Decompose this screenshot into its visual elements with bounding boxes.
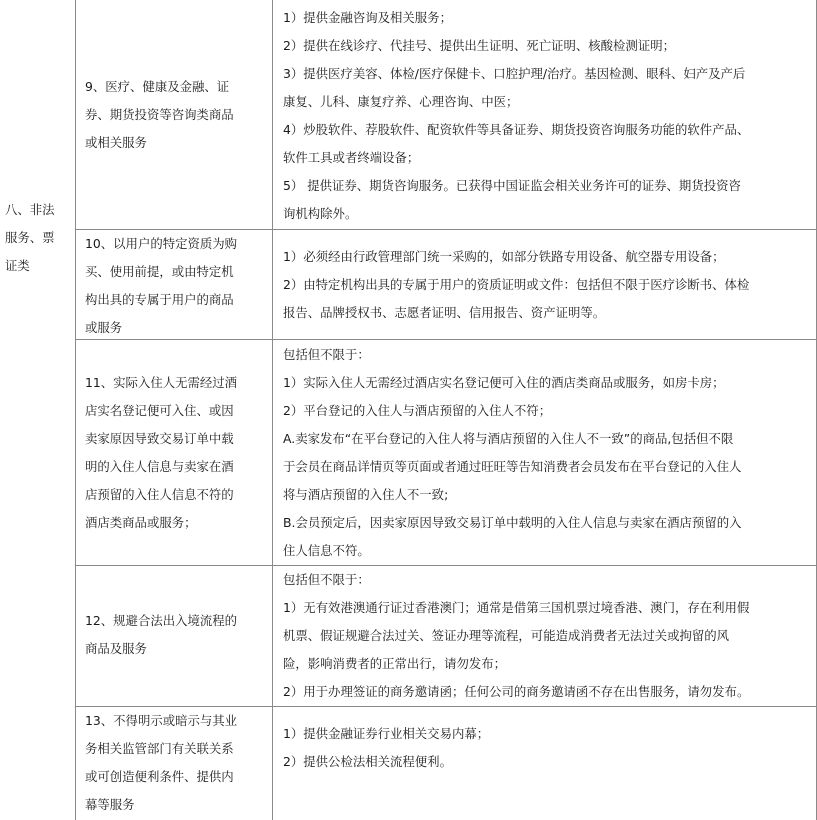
item-line: 或可创造便利条件、提供内 [85, 769, 234, 784]
desc-line: 1）提供金融证券行业相关交易内幕； [283, 726, 490, 741]
desc-cell-9 [283, 4, 811, 228]
desc-line: 包括但不限于： [283, 347, 370, 362]
desc-line: A.卖家发布“在平台登记的入住人将与酒店预留的入住人不一致”的商品,包括但不限 [283, 431, 734, 446]
item-line: 卖家原因导致交易订单中载 [85, 431, 234, 446]
desc-line: 4）炒股软件、荐股软件、配资软件等具备证券、期货投资咨询服务功能的软件产品、 [283, 122, 750, 137]
item-cell-12 [85, 607, 265, 663]
desc-line: 3）提供医疗美容、体检/医疗保健卡、口腔护理/治疗。基因检测、眼科、妇产及产后 [283, 66, 746, 81]
desc-line: 2）用于办理签证的商务邀请函；任何公司的商务邀请函不存在出售服务，请勿发布。 [283, 684, 750, 699]
item-line: 务相关监管部门有关联关系 [85, 741, 234, 756]
desc-line: 1）必须经由行政管理部门统一采购的，如部分铁路专用设备、航空器专用设备； [283, 249, 725, 264]
item-line: 明的入住人信息与卖家在酒 [85, 459, 234, 474]
item-line: 店实名登记便可入住、或因 [85, 403, 234, 418]
item-line: 商品及服务 [85, 641, 147, 656]
item-line: 或服务 [85, 320, 123, 335]
desc-line: 住人信息不符。 [283, 543, 370, 558]
desc-cell-10 [283, 243, 811, 327]
desc-line: 2）由特定机构出具的专属于用户的资质证明或文件：包括但不限于医疗诊断书、体检 [283, 277, 750, 292]
desc-line: 1）提供金融咨询及相关服务； [283, 10, 452, 25]
item-line: 11、实际入住人无需经过酒 [85, 375, 238, 390]
item-line: 9、医疗、健康及金融、证 [85, 79, 230, 94]
item-cell-11 [85, 369, 265, 537]
item-line: 幕等服务 [85, 797, 135, 812]
category-line: 八、非法 [5, 202, 55, 217]
desc-line: 机票、假证规避合法过关、签证办理等流程，可能造成消费者无法过关或拘留的风 [283, 628, 730, 643]
desc-line: 于会员在商品详情页等页面或者通过旺旺等告知消费者会员发布在平台登记的入住人 [283, 459, 742, 474]
desc-line: 2）提供公检法相关流程便利。 [283, 754, 452, 769]
desc-line: 2）平台登记的入住人与酒店预留的入住人不符； [283, 403, 552, 418]
category-line: 服务、票 [5, 230, 55, 245]
desc-cell-13 [283, 720, 811, 776]
category-line: 证类 [5, 258, 30, 273]
item-line: 买、使用前提，或由特定机 [85, 264, 234, 279]
item-line: 12、规避合法出入境流程的 [85, 613, 238, 628]
item-line: 酒店类商品或服务； [85, 515, 197, 530]
desc-line: 软件工具或者终端设备； [283, 150, 420, 165]
desc-cell-11 [283, 341, 811, 565]
item-line: 或相关服务 [85, 135, 147, 150]
desc-line: B.会员预定后，因卖家原因导致交易订单中载明的入住人信息与卖家在酒店预留的入 [283, 515, 742, 530]
desc-line: 1）无有效港澳通行证过香港澳门；通常是借第三国机票过境香港、澳门，存在利用假 [283, 600, 750, 615]
category-cell [5, 196, 75, 280]
desc-line: 2）提供在线诊疗、代挂号、提供出生证明、死亡证明、核酸检测证明； [283, 38, 675, 53]
desc-line: 康复、儿科、康复疗养、心理咨询、中医； [283, 94, 519, 109]
item-line: 10、以用户的特定资质为购 [85, 236, 238, 251]
desc-cell-12 [283, 566, 811, 706]
item-line: 券、期货投资等咨询类商品 [85, 107, 234, 122]
item-cell-10 [85, 230, 265, 342]
desc-line: 险，影响消费者的正常出行，请勿发布； [283, 656, 507, 671]
item-cell-9 [85, 73, 265, 157]
desc-line: 将与酒店预留的入住人不一致; [283, 487, 449, 502]
item-line: 构出具的专属于用户的商品 [85, 292, 234, 307]
desc-line: 1）实际入住人无需经过酒店实名登记便可入住的酒店类商品或服务，如房卡房； [283, 375, 725, 390]
desc-line: 报告、品牌授权书、志愿者证明、信用报告、资产证明等。 [283, 305, 606, 320]
desc-line: 5） 提供证券、期货咨询服务。已获得中国证监会相关业务许可的证券、期货投资咨 [283, 178, 741, 193]
desc-line: 询机构除外。 [283, 206, 358, 221]
desc-line: 包括但不限于： [283, 572, 370, 587]
item-line: 13、不得明示或暗示与其业 [85, 713, 238, 728]
item-cell-13 [85, 707, 265, 819]
item-line: 店预留的入住人信息不符的 [85, 487, 234, 502]
